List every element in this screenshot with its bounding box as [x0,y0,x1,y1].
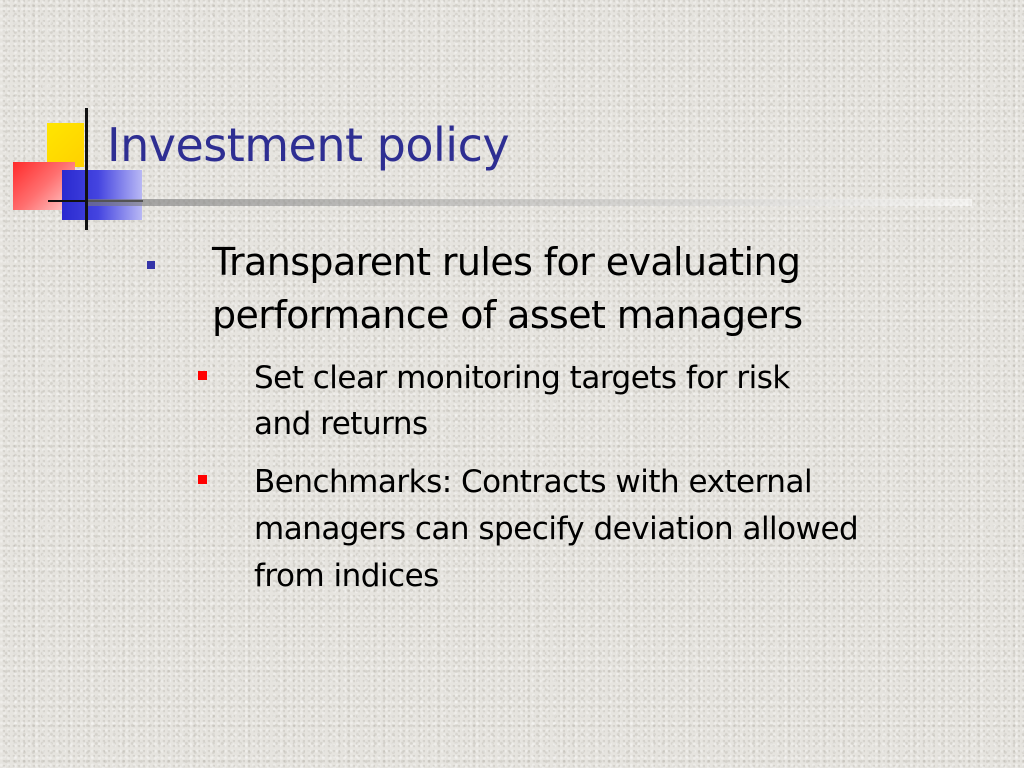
slide-title: Investment policy [107,118,510,172]
yellow-square-decoration [47,123,84,167]
bullet-level2-text [254,355,954,447]
title-underline [88,199,972,206]
square-bullet-icon [198,371,207,380]
square-bullet-icon [198,475,207,484]
bullet-line: managers can specify deviation allowed [254,511,859,547]
bullet-line: and returns [254,406,428,442]
bullet-level2-text [254,459,994,600]
bullet-line: Set clear monitoring targets for risk [254,360,790,396]
vertical-rule [85,108,88,230]
bullet-line: from indices [254,558,439,594]
bullet-level1-text [212,236,912,342]
bullet-line: performance of asset managers [212,293,803,337]
bullet-line: Transparent rules for evaluating [212,240,801,284]
bullet-line: Benchmarks: Contracts with external [254,464,813,500]
square-bullet-icon [147,261,155,269]
blue-square-decoration [62,170,142,220]
